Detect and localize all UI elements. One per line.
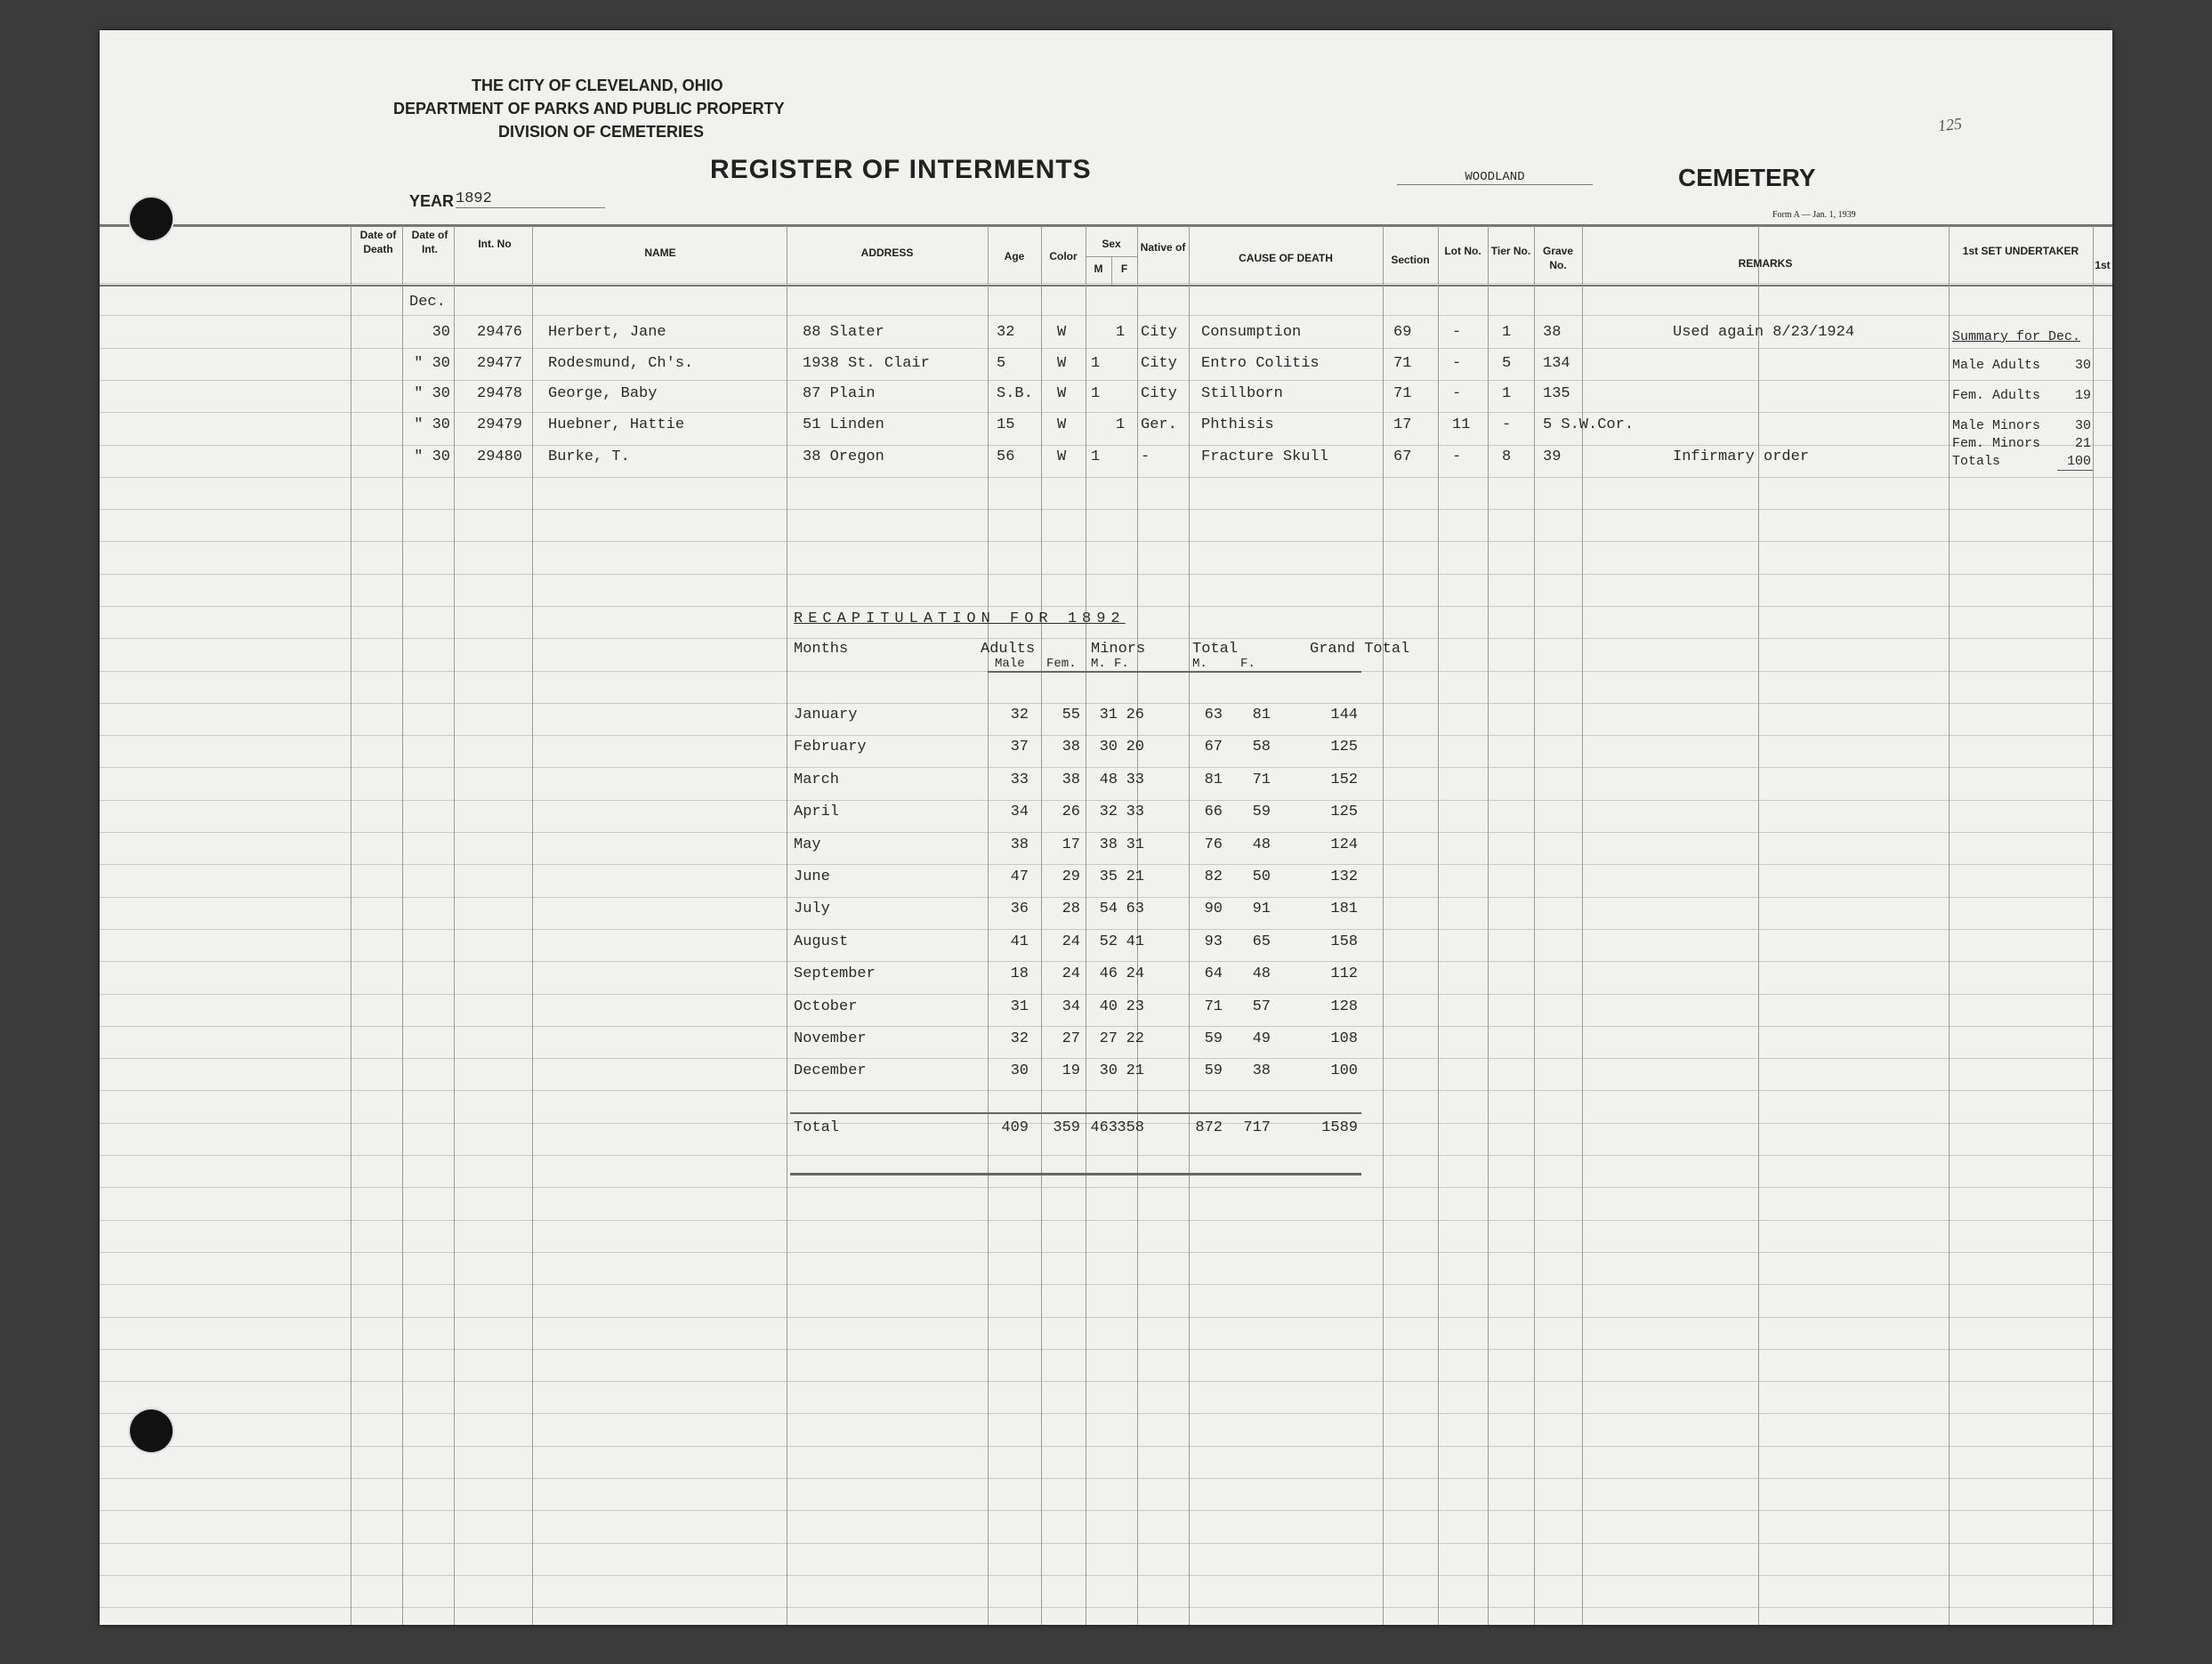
recap-gt: 125 [1330,739,1358,756]
entry-date: 30 [432,324,450,341]
recap-h-male: Male [995,657,1025,671]
col-grave: Grave No. [1542,245,1574,271]
entry-date: " 30 [414,385,450,402]
recap-gt: 124 [1330,836,1358,853]
entry-age: S.B. [997,385,1033,402]
entry-tier: 5 [1502,355,1512,372]
recap-mm: 38 [1099,836,1118,853]
recap-gt: 112 [1330,965,1358,983]
recap-am: 18 [1010,965,1029,983]
recap-tm: 59 [1204,1030,1223,1047]
recap-am: 32 [1010,707,1029,723]
sex-subheader-rule [1086,256,1137,257]
recap-month: August [794,933,849,950]
recap-am: 33 [1010,771,1029,788]
recap-header-rule [988,671,1361,673]
recap-total-rule-bottom [790,1173,1361,1175]
recap-gt: 100 [1330,1062,1358,1080]
recap-mm: 463 [1090,1119,1118,1136]
cemetery-name: WOODLAND [1397,170,1593,185]
recap-mm: 32 [1099,804,1118,821]
entry-section: 17 [1393,416,1412,433]
city-heading: THE CITY OF CLEVELAND, OHIO [472,77,723,94]
entry-native: City [1141,385,1177,402]
column-rule [1488,226,1489,1625]
recap-mf: 24 [1126,965,1144,983]
recap-mm: 52 [1099,933,1118,950]
col-date-int: Date of Int. [411,229,448,255]
entry-color: W [1057,416,1067,433]
recap-mm: 54 [1099,901,1118,918]
form-note: Form A — Jan. 1, 1939 [1772,210,1856,220]
recap-af: 19 [1062,1062,1080,1080]
summary-value: 30 [2074,418,2091,433]
recap-am: 34 [1010,804,1029,821]
recap-mf: 63 [1126,901,1144,918]
recap-mm: 46 [1099,965,1118,983]
binder-hole-bottom [130,1410,173,1452]
recap-tf: 38 [1252,1062,1271,1080]
column-rule [1758,226,1759,1625]
recap-mm: 35 [1099,868,1118,885]
recap-month: November [794,1030,867,1047]
summary-label: Fem. Adults [1952,388,2041,403]
entry-remarks: Used again 8/23/1924 [1673,324,1855,341]
department-heading: DEPARTMENT OF PARKS AND PUBLIC PROPERTY [393,100,785,117]
recap-tm: 64 [1204,965,1223,983]
col-tier: Tier No. [1490,245,1531,257]
entry-int-no: 29478 [477,385,523,402]
recap-af: 17 [1062,836,1080,853]
recap-h-grand: Grand Total [1310,641,1410,658]
recap-month: February [794,739,867,756]
register-sheet [100,30,2112,1625]
recap-af: 26 [1062,804,1080,821]
entry-date: " 30 [414,355,450,372]
entry-grave: 5 S.W.Cor. [1543,416,1635,433]
summary-value: 30 [2074,358,2091,373]
entry-address: 87 Plain [803,385,876,402]
recap-title: RECAPITULATION FOR 1892 [794,610,1126,627]
summary-value: 19 [2074,388,2091,403]
entry-tier: - [1502,416,1512,433]
col-sex: Sex [1102,238,1121,250]
recap-af: 24 [1062,965,1080,983]
entry-tier: 1 [1502,385,1512,402]
entry-address: 38 Oregon [803,448,884,465]
entry-int-no: 29476 [477,324,523,341]
entry-int-no: 29477 [477,355,523,372]
summary-total-rule [2057,470,2093,471]
summary-label: Male Adults [1952,358,2041,373]
recap-am: 38 [1010,836,1029,853]
entry-grave: 135 [1543,385,1570,402]
recap-tm: 67 [1204,739,1223,756]
recap-gt: 181 [1330,901,1358,918]
recap-mm: 30 [1099,1062,1118,1080]
entry-cause: Phthisis [1201,416,1274,433]
recap-mf: 41 [1126,933,1144,950]
col-date-death: Date of Death [359,229,397,255]
entry-address: 1938 St. Clair [803,355,930,372]
year-label: YEAR [409,192,455,210]
recap-mm: 30 [1099,739,1118,756]
entry-section: 71 [1393,385,1412,402]
recap-mf: 26 [1126,707,1144,723]
entry-native: Ger. [1141,416,1177,433]
recap-mm: 27 [1099,1030,1118,1047]
recap-mf: 20 [1126,739,1144,756]
column-rule [532,226,533,1625]
entry-age: 32 [997,324,1015,341]
recap-mf: 21 [1126,1062,1144,1080]
col-remarks: REMARKS [1738,257,1793,270]
entry-native: - [1141,448,1150,465]
entry-cause: Stillborn [1201,385,1283,402]
entry-section: 71 [1393,355,1412,372]
recap-tf: 49 [1252,1030,1271,1047]
column-rule [1949,226,1950,1625]
entry-name: George, Baby [548,385,658,402]
page-number: 125 [1936,114,1963,135]
entry-color: W [1057,385,1067,402]
recap-gt: 144 [1330,707,1358,723]
entry-sex-m: 1 [1091,448,1101,465]
entry-sex-m: 1 [1091,385,1101,402]
recap-tf: 71 [1252,771,1271,788]
recap-af: 24 [1062,933,1080,950]
recap-tf: 57 [1252,998,1271,1015]
col-int-no: Int. No [478,238,512,250]
recap-tf: 58 [1252,739,1271,756]
recap-tm: 76 [1204,836,1223,853]
entry-color: W [1057,324,1067,341]
recap-month: July [794,901,830,918]
summary-label: Fem. Minors [1952,436,2041,451]
recap-tm: 63 [1204,707,1223,723]
entry-cause: Fracture Skull [1201,448,1328,465]
entry-date: " 30 [414,416,450,433]
column-rule [1137,226,1138,1625]
recap-gt: 152 [1330,771,1358,788]
entry-lot: - [1452,324,1462,341]
entry-color: W [1057,448,1067,465]
col-sex-f: F [1120,263,1128,275]
recap-tm: 93 [1204,933,1223,950]
recap-am: 41 [1010,933,1029,950]
entry-name: Huebner, Hattie [548,416,685,433]
col-cause: CAUSE OF DEATH [1239,252,1333,264]
recap-month: October [794,998,858,1015]
entry-lot: 11 [1452,416,1471,433]
recap-tm: 71 [1204,998,1223,1015]
column-rule [1041,226,1042,1625]
recap-am: 31 [1010,998,1029,1015]
recap-mm: 31 [1099,707,1118,723]
col-address: ADDRESS [860,246,914,259]
entry-age: 15 [997,416,1015,433]
recap-h-adults: Adults [981,641,1036,658]
entry-lot: - [1452,355,1462,372]
recap-af: 359 [1053,1119,1080,1136]
entry-lot: - [1452,448,1462,465]
recap-am: 409 [1001,1119,1029,1136]
recap-total-rule-top [790,1112,1361,1114]
col-lot: Lot No. [1444,245,1481,257]
recap-af: 29 [1062,868,1080,885]
recap-gt: 158 [1330,933,1358,950]
recap-gt: 128 [1330,998,1358,1015]
recap-tm: 66 [1204,804,1223,821]
recap-month: May [794,836,821,853]
recap-mm: 40 [1099,998,1118,1015]
entry-section: 69 [1393,324,1412,341]
column-rule [1189,226,1190,1625]
recap-tm: 82 [1204,868,1223,885]
entry-grave: 38 [1543,324,1562,341]
entry-name: Rodesmund, Ch's. [548,355,694,372]
col-extra: 1st [2095,259,2111,271]
entry-color: W [1057,355,1067,372]
entry-int-no: 29479 [477,416,523,433]
recap-tf: 48 [1252,965,1271,983]
column-rule [1534,226,1535,1625]
recap-am: 47 [1010,868,1029,885]
recap-tf: 91 [1252,901,1271,918]
col-section: Section [1391,254,1430,266]
recap-gt: 108 [1330,1030,1358,1047]
entry-grave: 134 [1543,355,1570,372]
recap-tf: 717 [1243,1119,1271,1136]
recap-h-months: Months [794,641,849,658]
entry-native: City [1141,324,1177,341]
recap-tm: 90 [1204,901,1223,918]
recap-month: Total [794,1119,840,1136]
recap-af: 38 [1062,739,1080,756]
summary-value: 21 [2074,436,2091,451]
recap-tf: 48 [1252,836,1271,853]
entry-address: 51 Linden [803,416,884,433]
recap-tf: 59 [1252,804,1271,821]
col-native: Native of [1140,241,1186,254]
recap-month: March [794,771,840,788]
entry-section: 67 [1393,448,1412,465]
recap-mf: 23 [1126,998,1144,1015]
column-rule [2093,226,2094,1625]
recap-mf: 31 [1126,836,1144,853]
entry-lot: - [1452,385,1462,402]
recap-h-total: Total [1192,641,1239,658]
summary-label: Totals [1952,454,2001,469]
recap-h-fem: Fem. [1046,657,1077,671]
recap-am: 36 [1010,901,1029,918]
recap-month: January [794,707,858,723]
entry-sex-m: 1 [1091,355,1101,372]
column-rule [1582,226,1583,1625]
entry-date: " 30 [414,448,450,465]
entry-age: 5 [997,355,1006,372]
summary-value: 100 [2066,454,2091,469]
col-name: NAME [644,246,676,259]
recap-month: June [794,868,830,885]
recap-am: 32 [1010,1030,1029,1047]
recap-am: 37 [1010,739,1029,756]
entry-sex-f: 1 [1116,416,1126,433]
summary-label: Male Minors [1952,418,2041,433]
recap-tf: 81 [1252,707,1271,723]
column-rule [454,226,455,1625]
column-rule [1438,226,1439,1625]
recap-af: 34 [1062,998,1080,1015]
entry-sex-f: 1 [1116,324,1126,341]
recap-mf: 33 [1126,804,1144,821]
recap-h-tf: F. [1240,657,1255,671]
col-sex-m: M [1094,263,1103,275]
column-rule [402,226,403,1625]
cemetery-label: CEMETERY [1678,164,1816,191]
recap-gt: 125 [1330,804,1358,821]
entry-cause: Entro Colitis [1201,355,1320,372]
recap-tm: 59 [1204,1062,1223,1080]
recap-gt: 1589 [1321,1119,1358,1136]
recap-h-tm: M. [1192,657,1207,671]
recap-mf: 358 [1117,1119,1144,1136]
recap-am: 30 [1010,1062,1029,1080]
entry-native: City [1141,355,1177,372]
entry-age: 56 [997,448,1015,465]
recap-tm: 81 [1204,771,1223,788]
entry-tier: 8 [1502,448,1512,465]
recap-h-m: M. [1091,657,1106,671]
recap-af: 27 [1062,1030,1080,1047]
entry-grave: 39 [1543,448,1562,465]
month-label: Dec. [409,294,446,311]
recap-h-minors: Minors [1091,641,1146,658]
col-age: Age [1004,250,1025,263]
recap-tf: 50 [1252,868,1271,885]
recap-mf: 22 [1126,1030,1144,1047]
recap-mf: 33 [1126,771,1144,788]
entry-name: Herbert, Jane [548,324,666,341]
col-color: Color [1049,250,1078,263]
entry-address: 88 Slater [803,324,884,341]
recap-month: September [794,965,876,983]
recap-month: April [794,804,840,821]
recap-tf: 65 [1252,933,1271,950]
entry-remarks: Infirmary order [1673,448,1810,465]
recap-af: 55 [1062,707,1080,723]
col-undertaker: 1st SET UNDERTAKER [1962,245,2079,257]
recap-month: December [794,1062,867,1080]
entry-name: Burke, T. [548,448,630,465]
column-rule [988,226,989,1625]
recap-tm: 872 [1195,1119,1223,1136]
division-heading: DIVISION OF CEMETERIES [498,123,705,141]
entry-int-no: 29480 [477,448,523,465]
entry-tier: 1 [1502,324,1512,341]
recap-af: 28 [1062,901,1080,918]
entry-cause: Consumption [1201,324,1302,341]
recap-af: 38 [1062,771,1080,788]
recap-mm: 48 [1099,771,1118,788]
recap-h-f: F. [1114,657,1129,671]
column-rule [1383,226,1384,1625]
summary-title: Summary for Dec. [1952,329,2081,344]
recap-gt: 132 [1330,868,1358,885]
year-value: 1892 [456,190,605,208]
page-title: REGISTER OF INTERMENTS [710,155,1092,184]
binder-hole-top [130,198,173,240]
recap-mf: 21 [1126,868,1144,885]
